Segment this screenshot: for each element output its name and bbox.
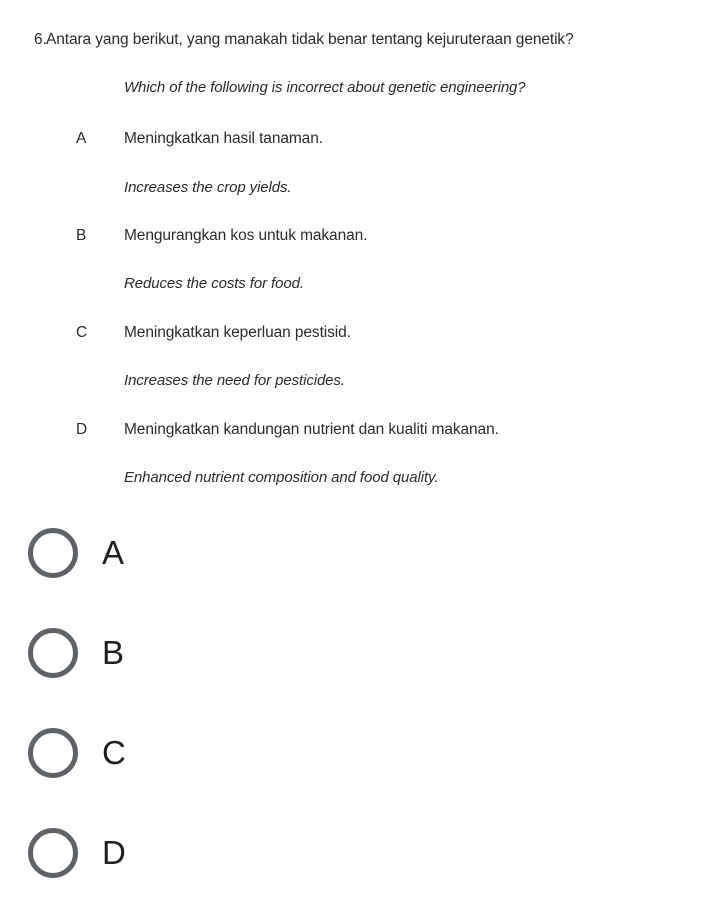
radio-unchecked-icon[interactable] [28, 828, 78, 878]
option-text-d-english: Enhanced nutrient composition and food quality. [124, 469, 439, 486]
option-letter-d: D [76, 421, 88, 438]
option-letter-b: B [76, 227, 87, 244]
answer-choice-c[interactable] [0, 703, 723, 803]
option-text-a-english: Increases the crop yields. [124, 179, 292, 196]
option-text-a-malay: Meningkatkan hasil tanaman. [124, 130, 323, 147]
answer-choice-list [0, 503, 723, 903]
question-stem-row [0, 30, 723, 50]
option-text-b-english: Reduces the costs for food. [124, 275, 304, 292]
option-letter-c: C [76, 324, 88, 341]
answer-choice-label-a: A [102, 534, 125, 571]
question-stem-english: Which of the following is incorrect about genetic engineering? [124, 79, 526, 96]
radio-unchecked-icon[interactable] [28, 528, 78, 578]
question-stem-malay: Antara yang berikut, yang manakah tidak benar tentang kejuruteraan genetik? [46, 31, 574, 48]
answer-choice-a[interactable] [0, 503, 723, 603]
answer-choice-label-b: B [102, 634, 125, 671]
answer-choice-label-d: D [102, 834, 126, 871]
option-text-d-malay: Meningkatkan kandungan nutrient dan kualiti makanan. [124, 421, 499, 438]
radio-unchecked-icon[interactable] [28, 628, 78, 678]
option-text-c-english: Increases the need for pesticides. [124, 372, 345, 389]
option-text-b-malay: Mengurangkan kos untuk makanan. [124, 227, 368, 244]
answer-choice-b[interactable] [0, 603, 723, 703]
option-letter-a: A [76, 130, 87, 147]
question-number: 6. [34, 31, 47, 48]
answer-choice-d[interactable] [0, 803, 723, 903]
answer-choice-label-c: C [102, 734, 126, 771]
radio-unchecked-icon[interactable] [28, 728, 78, 778]
option-text-c-malay: Meningkatkan keperluan pestisid. [124, 324, 351, 341]
